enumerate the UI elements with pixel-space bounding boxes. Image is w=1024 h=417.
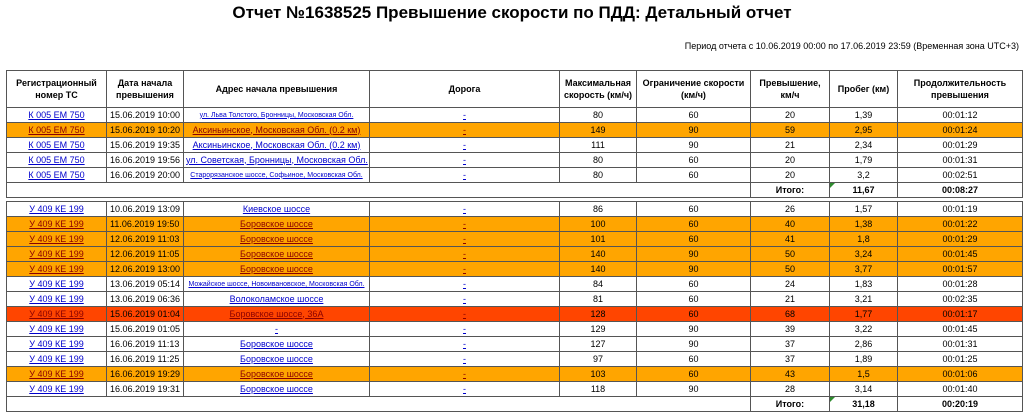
speed-limit-cell: 60 <box>637 277 751 292</box>
address-link[interactable]: ул. Советская, Бронницы, Московская Обл. <box>186 154 368 165</box>
date-cell: 15.06.2019 01:04 <box>107 307 184 322</box>
speed-limit-cell: 90 <box>637 138 751 153</box>
road-link[interactable]: - <box>463 368 466 379</box>
road-cell <box>370 277 560 292</box>
duration-cell: 00:01:29 <box>898 138 1023 153</box>
date-cell: 13.06.2019 06:36 <box>107 292 184 307</box>
address-cell <box>184 382 370 397</box>
speed-limit-cell: 90 <box>637 382 751 397</box>
road-cell <box>370 138 560 153</box>
address-link[interactable]: Боровское шоссе <box>240 353 313 364</box>
mileage-cell: 1,38 <box>830 217 898 232</box>
plate-cell <box>7 292 107 307</box>
max-speed-cell: 80 <box>560 108 637 123</box>
address-cell <box>184 277 370 292</box>
mileage-cell: 3,77 <box>830 262 898 277</box>
address-link[interactable]: Боровское шоссе <box>240 383 313 394</box>
date-cell: 12.06.2019 11:03 <box>107 232 184 247</box>
plate-link[interactable]: У 409 КЕ 199 <box>29 263 84 274</box>
plate-cell <box>7 352 107 367</box>
plate-cell <box>7 307 107 322</box>
table-row <box>7 202 1023 217</box>
speed-limit-cell: 60 <box>637 202 751 217</box>
plate-link[interactable]: У 409 КЕ 199 <box>29 293 84 304</box>
mileage-cell: 1,39 <box>830 108 898 123</box>
duration-cell: 00:01:12 <box>898 108 1023 123</box>
address-cell <box>184 202 370 217</box>
road-link[interactable]: - <box>463 124 466 135</box>
mileage-cell: 2,95 <box>830 123 898 138</box>
speed-limit-cell: 90 <box>637 337 751 352</box>
plate-link[interactable]: У 409 КЕ 199 <box>29 218 84 229</box>
table-row <box>7 322 1023 337</box>
max-speed-cell: 80 <box>560 153 637 168</box>
mileage-cell: 1,89 <box>830 352 898 367</box>
plate-link[interactable]: У 409 КЕ 199 <box>29 203 84 214</box>
date-cell: 16.06.2019 20:00 <box>107 168 184 183</box>
road-cell <box>370 367 560 382</box>
duration-cell: 00:01:45 <box>898 322 1023 337</box>
table-row <box>7 168 1023 183</box>
total-spacer <box>7 397 751 412</box>
duration-cell: 00:01:24 <box>898 123 1023 138</box>
mileage-cell: 1,79 <box>830 153 898 168</box>
table-row <box>7 367 1023 382</box>
plate-cell <box>7 247 107 262</box>
total-duration: 00:08:27 <box>898 183 1023 198</box>
plate-cell <box>7 337 107 352</box>
col-header-date: Дата начала превышения <box>107 71 184 108</box>
address-cell <box>184 292 370 307</box>
address-cell <box>184 352 370 367</box>
excess-cell: 20 <box>751 108 830 123</box>
address-link[interactable]: Боровское шоссе <box>240 263 313 274</box>
duration-cell: 00:02:51 <box>898 168 1023 183</box>
speed-limit-cell: 60 <box>637 153 751 168</box>
total-row <box>7 397 1023 412</box>
road-link[interactable]: - <box>463 293 466 304</box>
plate-link[interactable]: У 409 КЕ 199 <box>29 308 84 319</box>
excess-cell: 37 <box>751 337 830 352</box>
road-cell <box>370 337 560 352</box>
speed-limit-cell: 60 <box>637 352 751 367</box>
duration-cell: 00:01:17 <box>898 307 1023 322</box>
plate-link[interactable]: У 409 КЕ 199 <box>29 233 84 244</box>
plate-cell <box>7 382 107 397</box>
road-link[interactable]: - <box>463 383 466 394</box>
date-cell: 11.06.2019 19:50 <box>107 217 184 232</box>
plate-cell <box>7 168 107 183</box>
mileage-cell: 3,2 <box>830 168 898 183</box>
date-cell: 16.06.2019 19:31 <box>107 382 184 397</box>
col-header-excess: Превышение, км/ч <box>751 71 830 108</box>
mileage-cell: 1,8 <box>830 232 898 247</box>
plate-cell <box>7 138 107 153</box>
address-link[interactable]: Аксиньинское, Московская Обл. (0.2 км) <box>192 124 361 135</box>
plate-link[interactable]: У 409 КЕ 199 <box>29 338 84 349</box>
address-link[interactable]: Аксиньинское, Московская Обл. (0.2 км) <box>192 139 361 150</box>
excess-cell: 39 <box>751 322 830 337</box>
plate-link[interactable]: У 409 КЕ 199 <box>29 323 84 334</box>
date-cell: 16.06.2019 11:13 <box>107 337 184 352</box>
speed-limit-cell: 90 <box>637 262 751 277</box>
date-cell: 12.06.2019 11:05 <box>107 247 184 262</box>
total-label: Итого: <box>751 397 830 412</box>
address-cell <box>184 322 370 337</box>
table-row <box>7 277 1023 292</box>
excess-cell: 41 <box>751 232 830 247</box>
speed-limit-cell: 90 <box>637 123 751 138</box>
address-link[interactable]: Волоколамское шоссе <box>229 293 324 304</box>
address-cell <box>184 217 370 232</box>
excess-cell: 37 <box>751 352 830 367</box>
road-cell <box>370 217 560 232</box>
max-speed-cell: 140 <box>560 262 637 277</box>
col-header-max-speed: Максимальная скорость (км/ч) <box>560 71 637 108</box>
mileage-cell: 2,34 <box>830 138 898 153</box>
road-link[interactable]: - <box>463 218 466 229</box>
address-link[interactable]: Боровское шоссе <box>240 218 313 229</box>
duration-cell: 00:01:29 <box>898 232 1023 247</box>
duration-cell: 00:01:40 <box>898 382 1023 397</box>
address-cell <box>184 307 370 322</box>
table-row <box>7 262 1023 277</box>
address-cell <box>184 123 370 138</box>
total-label: Итого: <box>751 183 830 198</box>
max-speed-cell: 84 <box>560 277 637 292</box>
road-link[interactable]: - <box>463 248 466 259</box>
plate-link[interactable]: У 409 КЕ 199 <box>29 278 84 289</box>
report-body <box>7 108 1023 412</box>
duration-cell: 00:01:28 <box>898 277 1023 292</box>
speed-limit-cell: 90 <box>637 247 751 262</box>
address-link[interactable]: Киевское шоссе <box>242 203 311 214</box>
mileage-cell: 2,86 <box>830 337 898 352</box>
col-header-road: Дорога <box>370 71 560 108</box>
plate-cell <box>7 262 107 277</box>
date-cell: 10.06.2019 13:09 <box>107 202 184 217</box>
excess-cell: 40 <box>751 217 830 232</box>
total-spacer <box>7 183 751 198</box>
address-cell <box>184 232 370 247</box>
col-header-plate: Регистрационный номер ТС <box>7 71 107 108</box>
address-cell <box>184 108 370 123</box>
plate-link[interactable]: К 005 ЕМ 750 <box>28 154 85 165</box>
plate-cell <box>7 123 107 138</box>
date-cell: 15.06.2019 01:05 <box>107 322 184 337</box>
plate-link[interactable]: У 409 КЕ 199 <box>29 353 84 364</box>
plate-link[interactable]: У 409 КЕ 199 <box>29 248 84 259</box>
plate-link[interactable]: К 005 ЕМ 750 <box>28 109 85 120</box>
road-cell <box>370 352 560 367</box>
date-cell: 16.06.2019 11:25 <box>107 352 184 367</box>
table-row <box>7 382 1023 397</box>
road-link[interactable]: - <box>463 263 466 274</box>
address-cell <box>184 138 370 153</box>
total-mileage: 31,18 <box>830 397 898 412</box>
report-title: Отчет №1638525 Превышение скорости по ПДД: Детальный отчет <box>232 3 792 22</box>
table-row <box>7 292 1023 307</box>
plate-cell <box>7 153 107 168</box>
date-cell: 15.06.2019 10:20 <box>107 123 184 138</box>
road-cell <box>370 247 560 262</box>
duration-cell: 00:01:31 <box>898 337 1023 352</box>
speed-limit-cell: 60 <box>637 307 751 322</box>
duration-cell: 00:01:25 <box>898 352 1023 367</box>
road-link[interactable]: - <box>463 338 466 349</box>
max-speed-cell: 100 <box>560 217 637 232</box>
table-row <box>7 232 1023 247</box>
address-link[interactable]: Боровское шоссе <box>240 233 313 244</box>
date-cell: 15.06.2019 19:35 <box>107 138 184 153</box>
excess-cell: 26 <box>751 202 830 217</box>
table-header-row <box>7 71 1023 108</box>
road-cell <box>370 153 560 168</box>
address-link[interactable]: Старорязанское шоссе, Софьиное, Московская Обл. <box>190 171 363 179</box>
max-speed-cell: 111 <box>560 138 637 153</box>
plate-cell <box>7 277 107 292</box>
table-row <box>7 153 1023 168</box>
max-speed-cell: 101 <box>560 232 637 247</box>
mileage-cell: 1,57 <box>830 202 898 217</box>
duration-cell: 00:01:45 <box>898 247 1023 262</box>
road-link[interactable]: - <box>463 109 466 120</box>
speeding-report-table <box>6 70 1023 412</box>
report-period: Период отчета с 10.06.2019 00:00 по 17.06.2019 23:59 (Временная зона UTC+3) <box>684 41 1019 51</box>
col-header-duration: Продолжительность превышения <box>898 71 1023 108</box>
total-row <box>7 183 1023 198</box>
excess-cell: 21 <box>751 138 830 153</box>
road-cell <box>370 123 560 138</box>
date-cell: 12.06.2019 13:00 <box>107 262 184 277</box>
address-cell <box>184 367 370 382</box>
max-speed-cell: 129 <box>560 322 637 337</box>
col-header-speed-limit: Ограничение скорости (км/ч) <box>637 71 751 108</box>
duration-cell: 00:02:35 <box>898 292 1023 307</box>
road-cell <box>370 307 560 322</box>
mileage-cell: 1,5 <box>830 367 898 382</box>
table-row <box>7 108 1023 123</box>
road-cell <box>370 382 560 397</box>
address-link[interactable]: Боровское шоссе <box>240 338 313 349</box>
max-speed-cell: 149 <box>560 123 637 138</box>
excess-cell: 50 <box>751 247 830 262</box>
table-row <box>7 138 1023 153</box>
plate-cell <box>7 202 107 217</box>
speed-limit-cell: 60 <box>637 367 751 382</box>
road-cell <box>370 232 560 247</box>
road-link[interactable]: - <box>463 139 466 150</box>
mileage-cell: 3,14 <box>830 382 898 397</box>
date-cell: 15.06.2019 10:00 <box>107 108 184 123</box>
road-cell <box>370 168 560 183</box>
table-row <box>7 352 1023 367</box>
road-cell <box>370 108 560 123</box>
date-cell: 16.06.2019 19:29 <box>107 367 184 382</box>
speed-limit-cell: 60 <box>637 292 751 307</box>
max-speed-cell: 80 <box>560 168 637 183</box>
max-speed-cell: 97 <box>560 352 637 367</box>
address-link[interactable]: - <box>275 323 278 334</box>
excess-cell: 43 <box>751 367 830 382</box>
road-link[interactable]: - <box>463 203 466 214</box>
address-cell <box>184 337 370 352</box>
plate-link[interactable]: К 005 ЕМ 750 <box>28 139 85 150</box>
excess-cell: 59 <box>751 123 830 138</box>
duration-cell: 00:01:57 <box>898 262 1023 277</box>
plate-cell <box>7 232 107 247</box>
plate-link[interactable]: К 005 ЕМ 750 <box>28 169 85 180</box>
road-cell <box>370 292 560 307</box>
total-mileage: 11,67 <box>830 183 898 198</box>
table-row <box>7 337 1023 352</box>
mileage-cell: 1,83 <box>830 277 898 292</box>
road-cell <box>370 202 560 217</box>
address-cell <box>184 168 370 183</box>
excess-cell: 24 <box>751 277 830 292</box>
excess-cell: 20 <box>751 153 830 168</box>
excess-cell: 20 <box>751 168 830 183</box>
max-speed-cell: 81 <box>560 292 637 307</box>
speed-limit-cell: 60 <box>637 108 751 123</box>
address-link[interactable]: Боровское шоссе <box>240 248 313 259</box>
max-speed-cell: 86 <box>560 202 637 217</box>
address-link[interactable]: Можайское шоссе, Новоивановское, Московская Обл. <box>188 280 365 288</box>
road-link[interactable]: - <box>463 308 466 319</box>
duration-cell: 00:01:19 <box>898 202 1023 217</box>
col-header-address: Адрес начала превышения <box>184 71 370 108</box>
mileage-cell: 1,77 <box>830 307 898 322</box>
plate-link[interactable]: У 409 КЕ 199 <box>29 383 84 394</box>
address-cell <box>184 262 370 277</box>
plate-cell <box>7 367 107 382</box>
mileage-cell: 3,22 <box>830 322 898 337</box>
address-link[interactable]: ул. Льва Толстого, Бронницы, Московская Обл. <box>199 111 354 119</box>
speed-limit-cell: 60 <box>637 232 751 247</box>
excess-cell: 50 <box>751 262 830 277</box>
table-row <box>7 247 1023 262</box>
max-speed-cell: 103 <box>560 367 637 382</box>
road-cell <box>370 262 560 277</box>
road-link[interactable]: - <box>463 353 466 364</box>
excess-cell: 28 <box>751 382 830 397</box>
address-link[interactable]: Боровское шоссе, 36А <box>229 308 324 319</box>
table-row <box>7 217 1023 232</box>
address-cell <box>184 153 370 168</box>
date-cell: 13.06.2019 05:14 <box>107 277 184 292</box>
address-link[interactable]: Боровское шоссе <box>240 368 313 379</box>
road-link[interactable]: - <box>463 278 466 289</box>
plate-cell <box>7 108 107 123</box>
road-cell <box>370 322 560 337</box>
duration-cell: 00:01:31 <box>898 153 1023 168</box>
plate-cell <box>7 322 107 337</box>
total-duration: 00:20:19 <box>898 397 1023 412</box>
plate-link[interactable]: К 005 ЕМ 750 <box>28 124 85 135</box>
speed-limit-cell: 60 <box>637 168 751 183</box>
col-header-mileage: Пробег (км) <box>830 71 898 108</box>
duration-cell: 00:01:22 <box>898 217 1023 232</box>
plate-link[interactable]: У 409 КЕ 199 <box>29 368 84 379</box>
mileage-cell: 3,21 <box>830 292 898 307</box>
duration-cell: 00:01:06 <box>898 367 1023 382</box>
speed-limit-cell: 90 <box>637 322 751 337</box>
max-speed-cell: 140 <box>560 247 637 262</box>
address-cell <box>184 247 370 262</box>
road-link[interactable]: - <box>463 169 466 180</box>
excess-cell: 68 <box>751 307 830 322</box>
date-cell: 16.06.2019 19:56 <box>107 153 184 168</box>
road-link[interactable]: - <box>463 323 466 334</box>
table-row <box>7 123 1023 138</box>
table-row <box>7 307 1023 322</box>
max-speed-cell: 127 <box>560 337 637 352</box>
road-link[interactable]: - <box>463 233 466 244</box>
max-speed-cell: 118 <box>560 382 637 397</box>
mileage-cell: 3,24 <box>830 247 898 262</box>
excess-cell: 21 <box>751 292 830 307</box>
plate-cell <box>7 217 107 232</box>
max-speed-cell: 128 <box>560 307 637 322</box>
speed-limit-cell: 60 <box>637 217 751 232</box>
road-link[interactable]: - <box>463 154 466 165</box>
